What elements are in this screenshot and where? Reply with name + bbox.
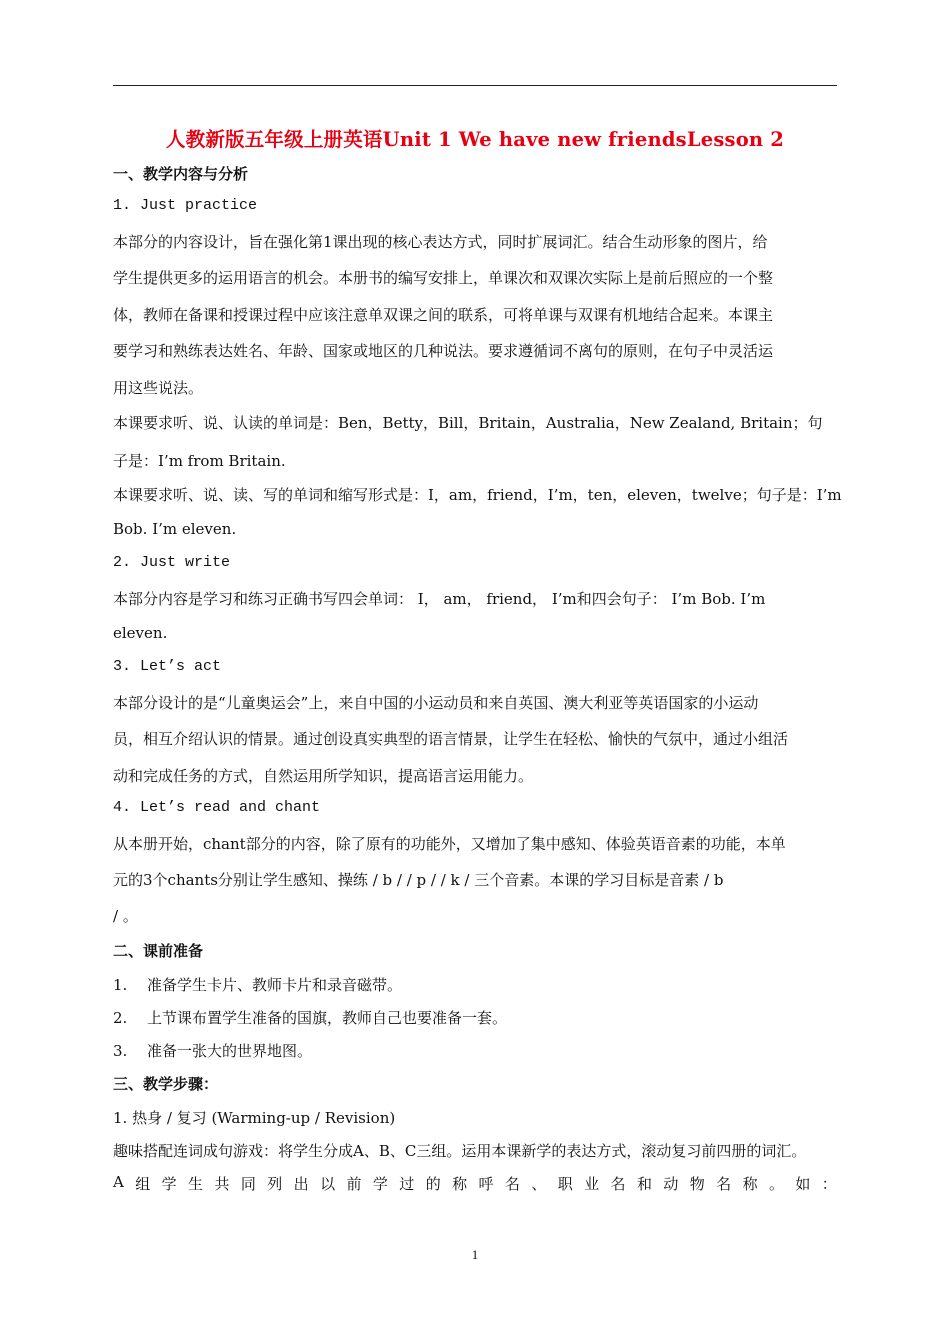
justified-char: 名: [504, 1175, 520, 1193]
justified-char: 称: [452, 1175, 468, 1193]
list-item-number: 2.: [113, 1009, 128, 1027]
paragraph-line: 学生提供更多的运用语言的机会。本册书的编写安排上，单课次和双课次实际上是前后照应的一个整: [113, 269, 774, 287]
justified-char: 、: [531, 1175, 547, 1193]
justified-char: 名: [716, 1175, 732, 1193]
paragraph-line: Bob. I’m eleven.: [113, 520, 237, 538]
list-item-text: 上节课布置学生准备的国旗，教师自己也要准备一套。: [147, 1009, 508, 1027]
paragraph-line: 员，相互介绍认识的情景。通过创设真实典型的语言情景，让学生在轻松、愉快的气氛中，通过小组活: [113, 730, 789, 748]
paragraph-line: 从本册开始，chant部分的内容，除了原有的功能外，又增加了集中感知、体验英语音素的功能，本单: [113, 835, 786, 853]
justified-char: 名: [610, 1175, 626, 1193]
list-item-text: 准备一张大的世界地图。: [147, 1042, 313, 1060]
justified-char: 过: [399, 1175, 415, 1193]
paragraph-line: eleven.: [113, 624, 168, 642]
justified-char: A: [113, 1173, 124, 1191]
justified-char: 呼: [478, 1175, 494, 1193]
justified-char: 前: [346, 1175, 362, 1193]
paragraph-line: / 。: [113, 907, 138, 925]
justified-paragraph-line: [113, 1173, 837, 1194]
document-title: 人教新版五年级上册英语Unit 1 We have new friendsLesson 2: [165, 128, 785, 151]
step-label: 1. 热身 / 复习 (Warming-up / Revision): [113, 1109, 396, 1127]
justified-char: 称: [742, 1175, 758, 1193]
paragraph-line: 本课要求听、说、读、写的单词和缩写形式是：I，am，friend，I’m，ten，eleven，twelve；句子是：I’m: [113, 486, 842, 504]
paragraph-line: 本部分内容是学习和练习正确书写四会单词： I， am， friend， I’m和四会句子： I’m Bob. I’m: [113, 590, 766, 608]
justified-char: 同: [240, 1175, 256, 1193]
list-item-text: 准备学生卡片、教师卡片和录音磁带。: [147, 976, 403, 994]
justified-char: 以: [320, 1175, 336, 1193]
subsection-label: 3. Let’s act: [113, 658, 222, 675]
paragraph-line: 本部分设计的是“儿童奥运会”上，来自中国的小运动员和来自英国、澳大利亚等英语国家的小运动: [113, 694, 759, 712]
section3-heading: 三、教学步骤：: [113, 1075, 219, 1093]
page-number: 1: [471, 1247, 479, 1262]
justified-char: 物: [689, 1175, 705, 1193]
paragraph-line: 要学习和熟练表达姓名、年龄、国家或地区的几种说法。要求遵循词不离句的原则，在句子中灵活运: [113, 342, 774, 360]
subsection-label: 1. Just practice: [113, 197, 258, 214]
justified-char: 的: [425, 1175, 441, 1193]
justified-char: 列: [267, 1175, 283, 1193]
justified-char: 业: [584, 1175, 600, 1193]
subsection-label: 4. Let’s read and chant: [113, 799, 321, 816]
list-item: [113, 1007, 507, 1028]
justified-char: ：: [821, 1175, 837, 1193]
paragraph-line: 动和完成任务的方式，自然运用所学知识，提高语言运用能力。: [113, 767, 534, 785]
section1-heading: 一、教学内容与分析: [113, 165, 249, 183]
justified-char: 组: [135, 1175, 151, 1193]
paragraph-line: 本课要求听、说、认读的单词是：Ben，Betty，Bill，Britain，Australia，New Zealand, Britain；句: [113, 414, 823, 432]
paragraph-line: 元的3个chants分别让学生感知、操练 / b / / p / / k / 三个音素。本课的学习目标是音素 / b: [113, 871, 724, 889]
justified-char: 学: [161, 1175, 177, 1193]
justified-char: 。: [768, 1175, 784, 1193]
list-item: [113, 974, 402, 995]
list-item: [113, 1040, 312, 1061]
section2-heading: 二、课前准备: [113, 942, 204, 960]
justified-char: 学: [372, 1175, 388, 1193]
justified-char: 出: [293, 1175, 309, 1193]
header-rule: [113, 85, 837, 86]
paragraph-line: 体，教师在备课和授课过程中应该注意单双课之间的联系，可将单课与双课有机地结合起来。本课主: [113, 306, 774, 324]
subsection-label: 2. Just write: [113, 554, 231, 571]
list-item-number: 3.: [113, 1042, 128, 1060]
paragraph-line: 本部分的内容设计，旨在强化第1课出现的核心表达方式，同时扩展词汇。结合生动形象的图片，给: [113, 233, 768, 251]
justified-char: 如: [795, 1175, 811, 1193]
justified-char: 动: [663, 1175, 679, 1193]
justified-char: 生: [188, 1175, 204, 1193]
justified-char: 共: [214, 1175, 230, 1193]
list-item-number: 1.: [113, 976, 128, 994]
paragraph-line: 趣味搭配连词成句游戏：将学生分成A、B、C三组。运用本课新学的表达方式，滚动复习前四册的词汇。: [113, 1142, 807, 1160]
justified-char: 职: [557, 1175, 573, 1193]
justified-char: 和: [636, 1175, 652, 1193]
paragraph-line: 用这些说法。: [113, 379, 204, 397]
paragraph-line: 子是：I’m from Britain.: [113, 452, 286, 470]
